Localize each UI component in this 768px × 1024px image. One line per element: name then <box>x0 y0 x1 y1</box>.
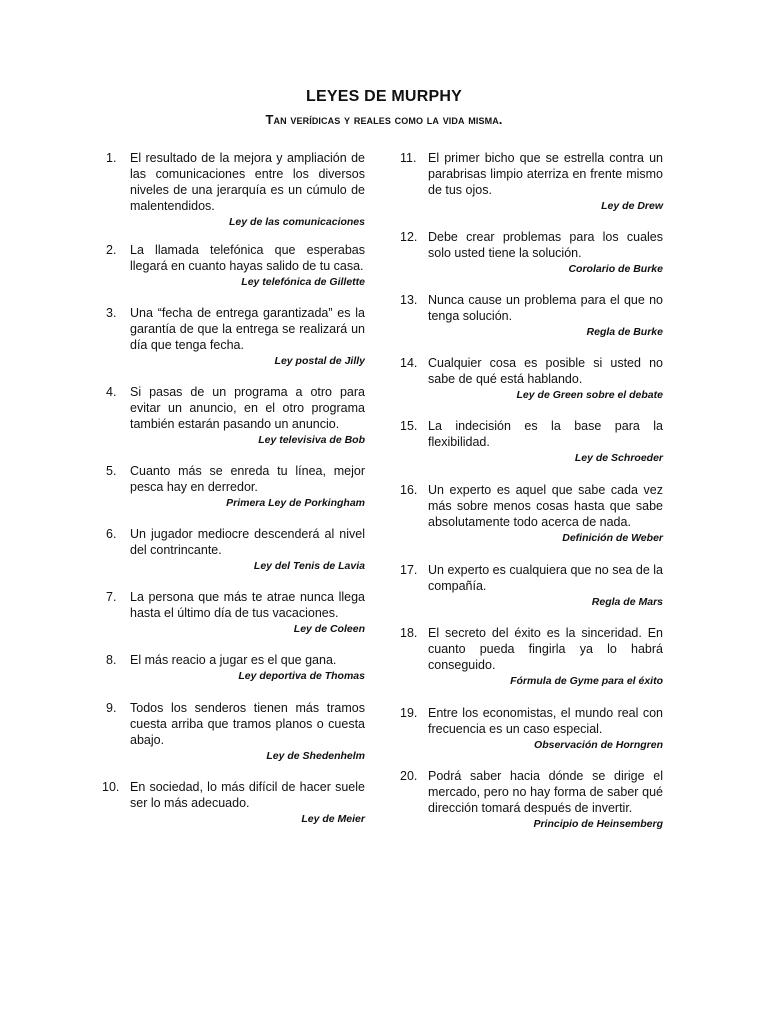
law-item <box>100 384 365 447</box>
law-number: 5. <box>106 464 117 478</box>
law-number: 11. <box>400 151 417 165</box>
law-item <box>100 526 365 573</box>
law-item <box>398 768 663 831</box>
law-item <box>398 705 663 752</box>
law-item <box>398 418 663 465</box>
law-number: 4. <box>106 385 117 399</box>
law-source: Ley de Green sobre el debate <box>516 389 663 401</box>
law-source: Observación de Horngren <box>534 739 663 751</box>
law-source: Ley postal de Jilly <box>274 355 365 367</box>
law-number: 8. <box>106 653 117 667</box>
law-number: 13. <box>400 293 418 307</box>
law-source: Regla de Burke <box>586 326 663 338</box>
law-number: 1. <box>106 151 117 165</box>
law-source: Principio de Heinsemberg <box>533 818 663 830</box>
law-source: Corolario de Burke <box>568 263 663 275</box>
law-text: Cualquier cosa es posible si usted no sabe de qué está hablando. <box>428 356 663 386</box>
law-text: Si pasas de un programa a otro para evitar un anuncio, en el otro programa también estarán pasando un anuncio. <box>130 385 365 431</box>
law-item <box>100 242 365 289</box>
law-source: Ley de Schroeder <box>574 452 663 464</box>
law-text: Cuanto más se enreda tu línea, mejor pesca hay en derredor. <box>130 464 365 494</box>
law-source: Fórmula de Gyme para el éxito <box>510 675 663 687</box>
law-number: 17. <box>400 563 418 577</box>
law-text: El más reacio a jugar es el que gana. <box>130 653 337 667</box>
page-subtitle: Tan verídicas y reales como la vida misma. <box>265 112 503 127</box>
law-number: 6. <box>106 527 117 541</box>
law-source: Ley televisiva de Bob <box>258 434 365 446</box>
law-item <box>398 150 663 213</box>
law-text: En sociedad, lo más difícil de hacer suele ser lo más adecuado. <box>130 780 365 810</box>
law-source: Ley de Shedenhelm <box>266 750 365 762</box>
law-source: Ley de Drew <box>601 200 663 212</box>
law-item <box>100 700 365 763</box>
law-number: 10. <box>102 780 120 794</box>
left-column <box>100 150 365 826</box>
law-number: 7. <box>106 590 117 604</box>
law-number: 2. <box>106 243 117 257</box>
law-item <box>100 463 365 510</box>
law-source: Ley telefónica de Gillette <box>241 276 365 288</box>
law-number: 9. <box>106 701 117 715</box>
law-text: Podrá saber hacia dónde se dirige el mercado, pero no hay forma de saber qué dirección tomará después de invertir. <box>428 769 663 815</box>
law-source: Ley deportiva de Thomas <box>238 670 365 682</box>
law-number: 18. <box>400 626 418 640</box>
law-item <box>100 779 365 826</box>
law-item <box>398 562 663 609</box>
law-text: El resultado de la mejora y ampliación de las comunicaciones entre los diversos niveles de una jerarquía es un cúmulo de malentendidos. <box>130 151 365 213</box>
law-source: Ley de Coleen <box>293 623 365 635</box>
law-item <box>398 229 663 276</box>
law-number: 14. <box>400 356 418 370</box>
law-text: Entre los economistas, el mundo real con frecuencia es un caso especial. <box>428 706 663 736</box>
law-text: Todos los senderos tienen más tramos cuesta arriba que tramos planos o cuesta abajo. <box>130 701 365 747</box>
law-text: Debe crear problemas para los cuales solo usted tiene la solución. <box>428 230 663 260</box>
law-source: Regla de Mars <box>591 596 663 608</box>
law-text: La persona que más te atrae nunca llega hasta el último día de tus vacaciones. <box>130 590 365 620</box>
law-source: Ley de las comunicaciones <box>229 216 365 228</box>
law-number: 15. <box>400 419 418 433</box>
law-text: Nunca cause un problema para el que no tenga solución. <box>428 293 663 323</box>
law-item <box>398 625 663 688</box>
law-item <box>100 589 365 636</box>
law-number: 20. <box>400 769 418 783</box>
law-number: 19. <box>400 706 418 720</box>
law-item <box>398 482 663 545</box>
law-item <box>398 292 663 339</box>
right-column <box>398 150 663 831</box>
law-item <box>398 355 663 402</box>
law-source: Ley de Meier <box>301 813 365 825</box>
law-text: Una “fecha de entrega garantizada” es la garantía de que la entrega se realizará un día que tenga fecha. <box>130 306 365 352</box>
law-text: El secreto del éxito es la sinceridad. En cuanto pueda fingirla ya lo habrá conseguido. <box>428 626 663 672</box>
law-source: Definición de Weber <box>562 532 663 544</box>
law-text: Un jugador mediocre descenderá al nivel del contrincante. <box>130 527 365 557</box>
law-item <box>100 150 365 229</box>
law-source: Primera Ley de Porkingham <box>226 497 365 509</box>
law-number: 16. <box>400 483 418 497</box>
law-number: 3. <box>106 306 117 320</box>
law-item <box>100 305 365 368</box>
law-text: El primer bicho que se estrella contra un parabrisas limpio aterriza en frente mismo de tus ojos. <box>428 151 663 197</box>
law-text: La llamada telefónica que esperabas llegará en cuanto hayas salido de tu casa. <box>130 243 365 273</box>
law-text: Un experto es cualquiera que no sea de la compañía. <box>428 563 663 593</box>
law-text: La indecisión es la base para la flexibilidad. <box>428 419 663 449</box>
law-text: Un experto es aquel que sabe cada vez más sobre menos cosas hasta que sabe absolutamente todo acerca de nada. <box>428 483 663 529</box>
page-title: LEYES DE MURPHY <box>306 88 462 105</box>
law-number: 12. <box>400 230 418 244</box>
law-item <box>100 652 365 683</box>
law-source: Ley del Tenis de Lavia <box>253 560 365 572</box>
